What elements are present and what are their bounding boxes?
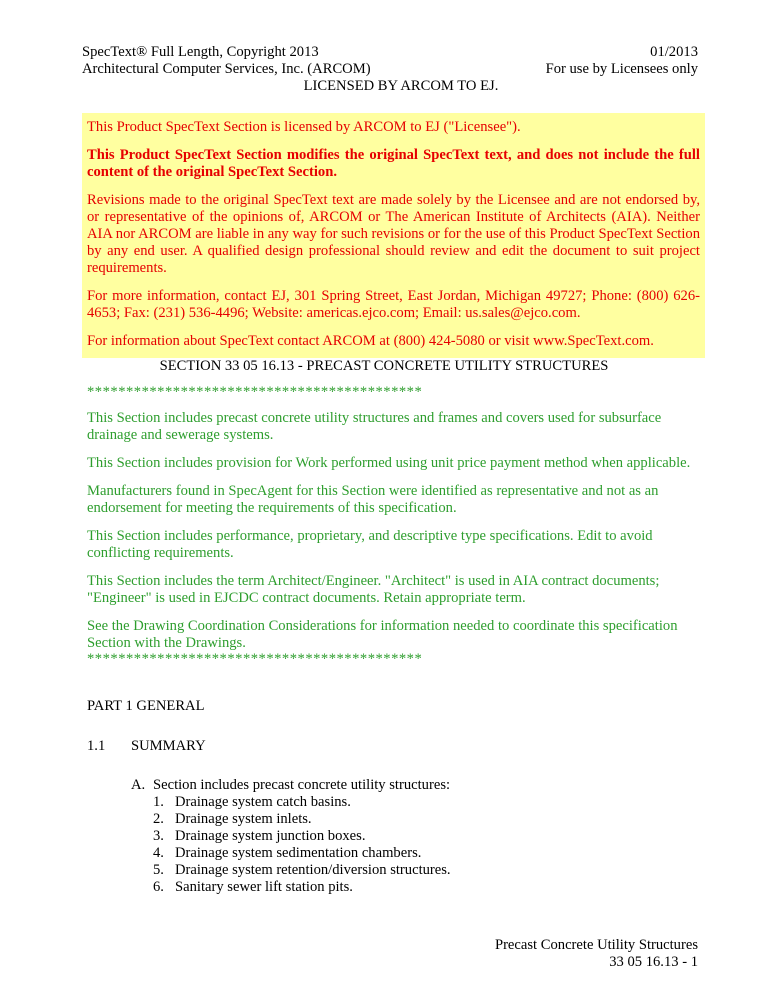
notice-paragraph-4: For more information, contact EJ, 301 Spring Street, East Jordan, Michigan 49727; Phone: (800) 626-4653; Fax: (231) 536-4496; Website: americas.ejco.com; Email: us.sales@ejco.com. bbox=[87, 288, 700, 321]
header-license bbox=[0, 78, 768, 95]
header-left bbox=[82, 44, 371, 78]
note-1: This Section includes precast concrete utility structures and frames and covers used for subsurface drainage and sewerage systems. bbox=[87, 410, 662, 443]
list-item-number: 3. bbox=[153, 828, 164, 844]
note-5: This Section includes the term Architect/Engineer. "Architect" is used in AIA contract documents; "Engineer" is used in EJCDC contract documents. Retain appropriate term. bbox=[87, 573, 660, 606]
section-title: SECTION 33 05 16.13 - PRECAST CONCRETE UTILITY STRUCTURES bbox=[159, 358, 609, 374]
list-item bbox=[153, 828, 451, 845]
article-title: SUMMARY bbox=[131, 738, 206, 754]
list-item-number: 6. bbox=[153, 879, 164, 895]
paragraph-letter: A. bbox=[131, 777, 146, 793]
list-item-number: 4. bbox=[153, 845, 164, 861]
footer-section-name: Precast Concrete Utility Structures bbox=[494, 937, 698, 953]
specifier-notes bbox=[87, 385, 702, 677]
list-item-text: Drainage system inlets. bbox=[175, 811, 312, 827]
header-publisher: Architectural Computer Services, Inc. (ARCOM) bbox=[82, 61, 371, 77]
list-item bbox=[153, 879, 451, 896]
notice-paragraph-5: For information about SpecText contact ARCOM at (800) 424-5080 or visit www.SpecText.com. bbox=[87, 333, 654, 349]
list-item bbox=[153, 862, 451, 879]
note-4: This Section includes performance, proprietary, and descriptive type specifications. Edit to avoid conflicting requirements. bbox=[87, 528, 653, 561]
list-item bbox=[153, 811, 451, 828]
list-item-text: Drainage system junction boxes. bbox=[175, 828, 366, 844]
part-heading: PART 1 GENERAL bbox=[87, 698, 205, 714]
list-item-number: 2. bbox=[153, 811, 164, 827]
list-item-number: 5. bbox=[153, 862, 164, 878]
notice-paragraph-1: This Product SpecText Section is licensed by ARCOM to EJ ("Licensee"). bbox=[87, 119, 521, 135]
header-license-text: LICENSED BY ARCOM TO EJ. bbox=[303, 78, 499, 94]
list-item-text: Drainage system retention/diversion structures. bbox=[175, 862, 451, 878]
notice-paragraph-2: This Product SpecText Section modifies the original SpecText text, and does not include the full content of the original SpecText Section. bbox=[87, 147, 700, 180]
footer bbox=[495, 937, 698, 971]
note-2: This Section includes provision for Work performed using unit price payment method when applicable. bbox=[87, 455, 691, 471]
article-number: 1.1 bbox=[87, 738, 106, 754]
paragraph-text: Section includes precast concrete utility structures: bbox=[153, 777, 451, 793]
header-right bbox=[546, 44, 698, 78]
note-6: See the Drawing Coordination Considerations for information needed to coordinate this specification Section with the Drawings. bbox=[87, 618, 678, 651]
structures-list bbox=[153, 794, 451, 896]
footer-page-number: 33 05 16.13 - 1 bbox=[609, 954, 698, 970]
license-notice-box bbox=[82, 113, 705, 358]
list-item-number: 1. bbox=[153, 794, 164, 810]
header-usage: For use by Licensees only bbox=[545, 61, 698, 77]
paragraph-a bbox=[131, 777, 450, 794]
notice-paragraph-3: Revisions made to the original SpecText text are made solely by the Licensee and are not endorsed by, or representative of the opinions of, ARCOM or The American Institute of Architects (AIA). Neither AIA nor ARCOM are liable in any way for such revisions or for the use of this Product SpecText Section by any end user. A qualified design professional should review and edit the document to suit project requirements. bbox=[87, 192, 701, 276]
notes-stars-top: ******************************************* bbox=[87, 384, 423, 400]
list-item bbox=[153, 794, 451, 811]
list-item-text: Drainage system sedimentation chambers. bbox=[175, 845, 422, 861]
notes-stars-bottom: ******************************************* bbox=[87, 651, 423, 667]
note-3: Manufacturers found in SpecAgent for this Section were identified as representative and not as an endorsement for meeting the requirements of this specification. bbox=[87, 483, 659, 516]
list-item bbox=[153, 845, 451, 862]
header-date: 01/2013 bbox=[650, 44, 698, 60]
list-item-text: Drainage system catch basins. bbox=[175, 794, 351, 810]
list-item-text: Sanitary sewer lift station pits. bbox=[175, 879, 353, 895]
header-copyright: SpecText® Full Length, Copyright 2013 bbox=[82, 44, 319, 60]
